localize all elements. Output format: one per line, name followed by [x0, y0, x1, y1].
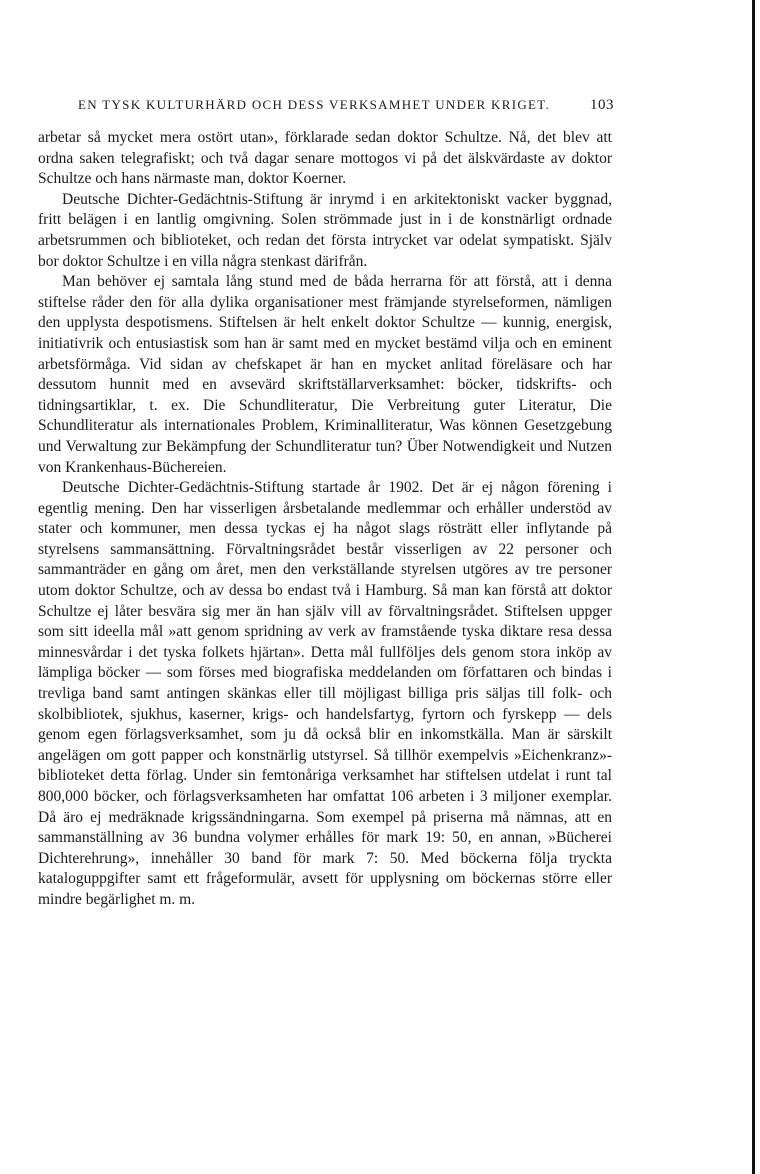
- paragraph: Man behöver ej samtala lång stund med de båda herrarna för att förstå, att i denna stiftelse råder den för alla dylika organisationer mest främjande styrelseformen, nämligen den upplysta despotismens. Stiftelsen är helt enkelt doktor Schultze — kunnig, energisk, initiativrik och entusiastisk som han är samt med en mycket bestämd vilja och en eminent arbetsförmåga. Vid sidan av chefskapet är han en mycket anlitad föreläsare och har dessutom hunnit med en avsevärd skriftställarverksamhet: böcker, tidskrifts- och tidningsartiklar, t. ex. Die Schundliteratur, Die Verbreitung guter Literatur, Die Schundliteratur als internationales Problem, Kriminalliteratur, Was können Gesetzgebung und Verwaltung zur Bekämpfung der Schundliteratur tun? Über Notwendigkeit und Nutzen von Krankenhaus-Büchereien.: [38, 273, 612, 476]
- running-title: EN TYSK KULTURHÄRD OCH DESS VERKSAMHET UNDER KRIGET.: [78, 97, 551, 112]
- body-text: [38, 128, 612, 911]
- page-number: 103: [590, 97, 614, 113]
- paragraph: Deutsche Dichter-Gedächtnis-Stiftung startade år 1902. Det är ej någon förening i egentlig mening. Den har visserligen årsbetalande medlemmar och erhåller understöd av stater och kommuner, men dessa tyckas ej ha något slags rösträtt eller inflytande på styrelsens sammansättning. Förvaltningsrådet består visserligen av 22 personer och sammanträder en gång om året, men den verkställande styrelsen utgöres av tre personer utom doktor Schultze, och av dessa bo endast två i Hamburg. Så man kan förstå att doktor Schultze ej låter besvära sig mer än han själv vill av förvaltningsrådet. Stiftelsen uppger som sitt ideella mål »att genom spridning av verk av framstående tyska diktare resa dessa minnesvårdar i det tyska folkets hjärtan». Detta mål fullföljes dels genom stora inköp av lämpliga böcker — som förses med biografiska meddelanden om författaren och bindas i trevliga band samt antingen skänkas eller till möjligast billiga pris säljas till folk- och skolbibliotek, sjukhus, kaserner, krigs- och handelsfartyg, fyrtorn och fyrskepp — dels genom egen förlagsverksamhet, som ju då också blir en inkomstkälla. Man är särskilt angelägen om gott papper och konstnärlig utstyrsel. Så tillhör exempelvis »Eichenkranz»-biblioteket detta förlag. Under sin femtonåriga verksamhet har stiftelsen utdelat i runt tal 800,000 böcker, och förlagsverksamheten har omfattat 106 arbeten i 3 miljoner exemplar. Då äro ej medräknade krigssändningarna. Som exempel på priserna må nämnas, att en sammanställning av 36 bundna volymer erhålles för mark 19: 50, en annan, »Bücherei Dichterehrung», innehåller 30 band för mark 7: 50. Med böckerna följa tryckta kataloguppgifter samt ett frågeformulär, avsett för upplysning om böckernas större eller mindre begärlighet m. m.: [38, 479, 612, 908]
- paragraph: Deutsche Dichter-Gedächtnis-Stiftung är inrymd i en arkitektoniskt vacker byggnad, fritt belägen i en lantlig omgivning. Solen strömmade just in i de konstnärligt ordnade arbetsrummen och biblioteket, och redan det första intrycket var odelat sympatiskt. Själv bor doktor Schultze i en villa några stenkast därifrån.: [38, 190, 612, 270]
- paragraph: arbetar så mycket mera ostört utan», förklarade sedan doktor Schultze. Nå, det blev att ordna saken telegrafiskt; och två dagar senare mottogos vi på det älskvärdaste av doktor Schultze och hans närmaste man, doktor Koerner.: [38, 129, 612, 188]
- running-header: [38, 94, 614, 116]
- page-edge-shadow: [752, 0, 755, 1174]
